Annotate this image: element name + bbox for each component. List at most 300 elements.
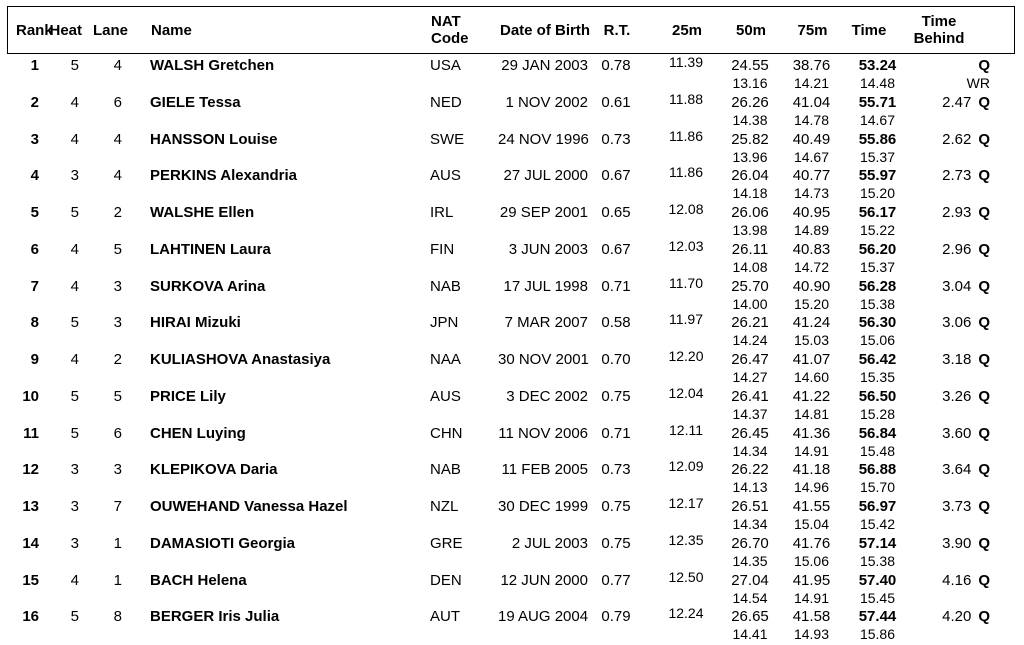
result-row — [7, 313, 1017, 350]
final-time-cell — [843, 203, 912, 240]
nat-code-cell — [425, 607, 498, 644]
split-50m-value: 26.41 — [731, 387, 769, 405]
split-25m-value: 12.09 — [668, 458, 704, 475]
final-time-value: 55.86 — [858, 130, 897, 148]
lap-75m-value: 14.72 — [793, 258, 830, 275]
final-time-cell — [843, 424, 912, 461]
split-75m-value: 41.07 — [792, 351, 831, 368]
heat-cell — [45, 424, 83, 461]
lap-50m-value: 14.08 — [732, 258, 768, 275]
final-time-value: 53.24 — [858, 57, 897, 74]
heat-value: 5 — [70, 608, 79, 626]
record-flag — [912, 112, 990, 130]
reaction-time-cell — [590, 497, 652, 534]
swimmer-name: LAHTINEN Laura — [150, 240, 271, 258]
nat-code-cell — [425, 130, 498, 167]
nat-code-cell — [425, 203, 498, 240]
result-row — [7, 384, 1017, 424]
rank-value: 7 — [30, 277, 39, 295]
date-of-birth-value: 29 SEP 2001 — [499, 204, 588, 221]
rank-value: 6 — [30, 240, 39, 258]
rank-cell — [7, 56, 45, 93]
nat-code-value: JPN — [430, 314, 459, 332]
reaction-time-value: 0.71 — [601, 277, 631, 295]
swimmer-name: BACH Helena — [150, 571, 247, 589]
date-of-birth-cell — [498, 130, 590, 167]
swimmer-name: KLEPIKOVA Daria — [150, 461, 278, 479]
date-of-birth-cell — [498, 93, 590, 130]
split-25m-value: 11.86 — [669, 164, 703, 181]
swimmer-name: WALSHE Ellen — [150, 204, 255, 221]
rank-value: 10 — [22, 387, 39, 405]
result-row — [7, 90, 1017, 130]
name-cell — [128, 571, 425, 608]
lane-cell — [83, 130, 128, 167]
time-behind-value: 2.62 — [942, 130, 972, 148]
lap-100m-value: 14.48 — [859, 75, 896, 91]
lap-100m-value: 15.45 — [859, 589, 896, 606]
record-flag — [912, 516, 990, 534]
heat-cell — [45, 277, 83, 314]
split-75m-value: 41.95 — [792, 571, 831, 589]
nat-code-value: AUS — [430, 167, 461, 185]
name-cell — [128, 387, 425, 424]
lap-75m-value: 15.20 — [793, 295, 830, 312]
date-of-birth-cell — [498, 277, 590, 314]
date-of-birth-value: 7 MAR 2007 — [504, 314, 588, 332]
record-flag — [912, 406, 990, 424]
qualified-flag: Q — [978, 461, 990, 479]
time-behind-cell — [912, 240, 1012, 277]
lap-75m-value: 14.96 — [793, 479, 830, 496]
record-flag — [912, 332, 990, 350]
lap-75m-value: 15.04 — [793, 516, 830, 532]
time-behind-value: 2.93 — [942, 204, 972, 221]
split-25m-value: 11.39 — [669, 54, 703, 70]
rank-cell — [7, 387, 45, 424]
split-50m-value: 26.11 — [731, 240, 769, 258]
rank-cell — [7, 277, 45, 314]
rank-cell — [7, 130, 45, 167]
final-time-value: 56.28 — [858, 277, 897, 295]
lap-50m-value: 14.37 — [732, 405, 768, 422]
split-25m-cell — [652, 237, 720, 277]
date-of-birth-cell — [498, 240, 590, 277]
time-behind-cell — [912, 56, 1012, 93]
split-50m-cell — [720, 203, 780, 240]
result-row — [7, 460, 1017, 497]
lane-cell — [83, 313, 128, 350]
lane-value: 4 — [113, 130, 122, 148]
rank-value: 16 — [22, 608, 39, 626]
date-of-birth-value: 30 NOV 2001 — [498, 351, 589, 368]
header-name: Name — [151, 21, 192, 39]
record-flag — [912, 553, 990, 571]
name-cell — [128, 497, 425, 534]
lane-value: 2 — [113, 204, 122, 221]
split-25m-value: 11.88 — [669, 90, 703, 107]
time-behind-cell — [912, 93, 1012, 130]
time-behind-cell — [912, 203, 1012, 240]
split-75m-value: 41.58 — [792, 608, 831, 626]
heat-cell — [45, 534, 83, 571]
split-50m-cell — [720, 277, 780, 314]
record-flag — [912, 259, 990, 277]
header-50m: 50m — [735, 21, 767, 39]
rank-cell — [7, 424, 45, 461]
time-behind-value: 4.16 — [942, 571, 972, 589]
final-time-value: 56.17 — [858, 204, 897, 221]
nat-code-value: USA — [430, 57, 461, 74]
final-time-value: 56.97 — [858, 498, 897, 515]
time-behind-cell — [912, 313, 1012, 350]
header-75m: 75m — [797, 21, 828, 39]
reaction-time-cell — [590, 56, 652, 93]
lane-value: 1 — [113, 571, 122, 589]
split-75m-value: 40.95 — [792, 204, 831, 221]
split-25m-cell — [652, 90, 720, 130]
final-time-value: 56.50 — [858, 387, 897, 405]
header-time-behind-line1: Time — [921, 13, 957, 30]
split-25m-cell — [652, 497, 720, 534]
rank-cell — [7, 203, 45, 240]
split-75m-value: 41.18 — [792, 461, 831, 479]
split-25m-value: 12.04 — [668, 384, 704, 401]
split-25m-cell — [652, 607, 720, 644]
reaction-time-cell — [590, 571, 652, 608]
qualified-flag: Q — [978, 277, 990, 295]
lap-50m-value: 14.24 — [732, 332, 768, 349]
date-of-birth-value: 29 JAN 2003 — [501, 57, 588, 74]
record-flag — [912, 479, 990, 497]
result-row — [7, 531, 1017, 571]
qualified-flag: Q — [978, 351, 990, 368]
nat-code-cell — [425, 313, 498, 350]
header-time-behind — [913, 13, 1013, 47]
heat-value: 4 — [70, 240, 79, 258]
rank-cell — [7, 571, 45, 608]
lap-75m-value: 14.21 — [793, 75, 830, 91]
reaction-time-cell — [590, 240, 652, 277]
date-of-birth-value: 24 NOV 1996 — [498, 130, 589, 148]
lap-75m-value: 14.73 — [793, 185, 830, 202]
time-behind-value: 3.04 — [942, 277, 972, 295]
final-time-cell — [843, 607, 912, 644]
split-25m-value: 11.86 — [669, 127, 703, 144]
lane-cell — [83, 424, 128, 461]
lap-50m-value: 14.35 — [732, 552, 768, 569]
heat-value: 4 — [70, 571, 79, 589]
result-row — [7, 421, 1017, 461]
date-of-birth-cell — [498, 203, 590, 240]
swimmer-name: GIELE Tessa — [150, 93, 241, 111]
date-of-birth-cell — [498, 56, 590, 93]
split-50m-cell — [720, 313, 780, 350]
rank-value: 3 — [30, 130, 39, 148]
split-50m-value: 27.04 — [731, 571, 769, 589]
time-behind-cell — [912, 130, 1012, 167]
lane-cell — [83, 387, 128, 424]
record-flag — [912, 296, 990, 314]
time-behind-value: 2.73 — [942, 167, 972, 185]
lane-cell — [83, 571, 128, 608]
rank-value: 11 — [23, 424, 39, 442]
time-behind-cell — [912, 607, 1012, 644]
time-behind-cell — [912, 166, 1012, 203]
lap-50m-value: 14.54 — [732, 589, 768, 606]
reaction-time-cell — [590, 203, 652, 240]
lap-50m-value: 14.34 — [732, 442, 768, 459]
reaction-time-value: 0.70 — [601, 351, 631, 368]
date-of-birth-value: 17 JUL 1998 — [503, 277, 588, 295]
nat-code-cell — [425, 56, 498, 93]
swimmer-name: CHEN Luying — [150, 424, 246, 442]
name-cell — [128, 130, 425, 167]
split-75m-cell — [780, 130, 843, 167]
date-of-birth-value: 27 JUL 2000 — [503, 167, 588, 185]
name-cell — [128, 93, 425, 130]
nat-code-value: NAB — [430, 461, 461, 479]
reaction-time-cell — [590, 350, 652, 387]
lane-value: 3 — [113, 277, 122, 295]
split-75m-cell — [780, 56, 843, 93]
split-50m-value: 26.70 — [731, 534, 769, 552]
date-of-birth-cell — [498, 313, 590, 350]
nat-code-value: NED — [430, 93, 462, 111]
lane-cell — [83, 497, 128, 534]
lane-cell — [83, 203, 128, 240]
split-75m-cell — [780, 571, 843, 608]
split-50m-value: 24.55 — [731, 57, 769, 74]
reaction-time-value: 0.79 — [601, 608, 631, 626]
header-time-behind-line2: Behind — [913, 30, 965, 47]
split-50m-value: 26.47 — [731, 351, 769, 368]
header-nat-line1: NAT — [431, 13, 461, 30]
date-of-birth-value: 30 DEC 1999 — [498, 498, 589, 515]
split-75m-cell — [780, 313, 843, 350]
split-75m-value: 40.90 — [792, 277, 831, 295]
lap-100m-value: 15.38 — [859, 552, 896, 569]
record-flag — [912, 443, 990, 461]
split-25m-cell — [652, 274, 720, 314]
time-behind-cell — [912, 460, 1012, 497]
rank-value: 5 — [30, 204, 39, 221]
split-50m-cell — [720, 571, 780, 608]
final-time-value: 57.14 — [858, 534, 897, 552]
split-50m-value: 26.21 — [731, 314, 769, 332]
lane-cell — [83, 240, 128, 277]
split-25m-value: 12.24 — [668, 605, 704, 622]
date-of-birth-value: 19 AUG 2004 — [498, 608, 589, 626]
rank-cell — [7, 607, 45, 644]
swimmer-name: DAMASIOTI Georgia — [150, 534, 296, 552]
time-behind-value: 3.60 — [942, 424, 972, 442]
split-75m-value: 41.36 — [792, 424, 831, 442]
split-50m-cell — [720, 497, 780, 534]
reaction-time-cell — [590, 130, 652, 167]
split-75m-cell — [780, 460, 843, 497]
lap-100m-value: 15.22 — [859, 222, 896, 238]
split-25m-value: 12.35 — [668, 531, 704, 548]
lane-value: 1 — [113, 534, 122, 552]
lane-cell — [83, 166, 128, 203]
split-25m-cell — [652, 421, 720, 461]
rank-value: 4 — [30, 167, 39, 185]
reaction-time-cell — [590, 424, 652, 461]
date-of-birth-cell — [498, 387, 590, 424]
split-75m-value: 41.55 — [792, 498, 831, 515]
qualified-flag: Q — [978, 240, 990, 258]
heat-cell — [45, 56, 83, 93]
date-of-birth-cell — [498, 534, 590, 571]
heat-cell — [45, 460, 83, 497]
lap-50m-value: 14.00 — [732, 295, 768, 312]
swimmer-name: BERGER Iris Julia — [150, 608, 280, 626]
lap-50m-value: 13.16 — [732, 75, 768, 91]
qualified-flag: Q — [978, 571, 990, 589]
time-behind-value: 2.47 — [942, 93, 972, 111]
split-75m-value: 40.83 — [792, 240, 831, 258]
name-cell — [128, 607, 425, 644]
split-25m-cell — [652, 384, 720, 424]
rank-value: 12 — [22, 461, 39, 479]
swimmer-name: SURKOVA Arina — [150, 277, 266, 295]
heat-cell — [45, 166, 83, 203]
header-nat-line2: Code — [431, 30, 469, 47]
nat-code-cell — [425, 497, 498, 534]
lap-75m-value: 15.03 — [793, 332, 830, 349]
result-row — [7, 203, 1017, 240]
lane-cell — [83, 350, 128, 387]
final-time-value: 57.44 — [858, 608, 897, 626]
nat-code-cell — [425, 571, 498, 608]
rank-value: 15 — [22, 571, 39, 589]
date-of-birth-cell — [498, 571, 590, 608]
result-row — [7, 607, 1017, 644]
lane-value: 5 — [113, 240, 122, 258]
heat-cell — [45, 350, 83, 387]
record-flag — [912, 369, 990, 387]
header-reaction-time: R.T. — [603, 21, 631, 39]
table-header — [7, 6, 1015, 54]
swimmer-name: KULIASHOVA Anastasiya — [150, 351, 331, 368]
result-row — [7, 166, 1017, 203]
rank-cell — [7, 240, 45, 277]
nat-code-value: IRL — [430, 204, 454, 221]
reaction-time-value: 0.67 — [601, 240, 631, 258]
nat-code-cell — [425, 350, 498, 387]
final-time-value: 56.20 — [858, 240, 897, 258]
nat-code-cell — [425, 240, 498, 277]
split-75m-value: 41.04 — [792, 93, 831, 111]
split-75m-cell — [780, 240, 843, 277]
reaction-time-cell — [590, 93, 652, 130]
heat-cell — [45, 607, 83, 644]
time-behind-cell — [912, 387, 1012, 424]
split-50m-cell — [720, 424, 780, 461]
heat-value: 3 — [70, 534, 79, 552]
date-of-birth-value: 11 FEB 2005 — [501, 461, 588, 479]
nat-code-value: AUT — [430, 608, 460, 626]
split-75m-cell — [780, 277, 843, 314]
split-50m-value: 26.06 — [731, 204, 769, 221]
split-25m-cell — [652, 127, 720, 167]
split-25m-value: 11.97 — [669, 311, 703, 328]
lap-100m-value: 15.37 — [859, 148, 896, 165]
rank-cell — [7, 497, 45, 534]
date-of-birth-cell — [498, 166, 590, 203]
reaction-time-cell — [590, 460, 652, 497]
nat-code-value: DEN — [430, 571, 462, 589]
final-time-value: 56.84 — [858, 424, 897, 442]
lap-75m-value: 14.91 — [793, 589, 830, 606]
lane-cell — [83, 277, 128, 314]
final-time-value: 56.42 — [858, 351, 897, 368]
lane-cell — [83, 460, 128, 497]
time-behind-value: 3.90 — [942, 534, 972, 552]
name-cell — [128, 203, 425, 240]
heat-cell — [45, 387, 83, 424]
split-75m-cell — [780, 387, 843, 424]
lap-100m-value: 15.35 — [859, 369, 896, 385]
header-lane: Lane — [92, 21, 128, 39]
split-50m-value: 26.45 — [731, 424, 769, 442]
split-50m-cell — [720, 607, 780, 644]
result-row — [7, 568, 1017, 608]
reaction-time-cell — [590, 313, 652, 350]
header-nat-code — [426, 13, 499, 47]
split-50m-cell — [720, 240, 780, 277]
lap-75m-value: 15.06 — [793, 552, 830, 569]
qualified-flag: Q — [978, 93, 990, 111]
heat-cell — [45, 240, 83, 277]
split-75m-cell — [780, 424, 843, 461]
split-25m-cell — [652, 460, 720, 497]
lane-value: 4 — [113, 167, 122, 185]
nat-code-value: FIN — [430, 240, 455, 258]
lap-100m-value: 15.70 — [859, 479, 896, 496]
swimmer-name: PERKINS Alexandria — [150, 167, 297, 185]
header-time: Time — [851, 21, 887, 39]
qualified-flag: Q — [978, 57, 990, 74]
heat-value: 5 — [70, 204, 79, 221]
date-of-birth-value: 2 JUL 2003 — [511, 534, 588, 552]
reaction-time-value: 0.65 — [601, 204, 631, 221]
lap-75m-value: 14.93 — [793, 626, 830, 643]
split-25m-cell — [652, 313, 720, 350]
reaction-time-value: 0.71 — [601, 424, 631, 442]
split-50m-cell — [720, 56, 780, 93]
lane-cell — [83, 607, 128, 644]
lane-cell — [83, 93, 128, 130]
split-25m-value: 12.11 — [669, 421, 703, 438]
date-of-birth-value: 3 JUN 2003 — [508, 240, 588, 258]
rank-value: 9 — [30, 351, 39, 368]
lane-value: 7 — [113, 498, 122, 515]
nat-code-cell — [425, 93, 498, 130]
reaction-time-value: 0.75 — [601, 498, 631, 515]
final-time-value: 55.71 — [858, 93, 897, 111]
record-flag: WR — [966, 75, 990, 91]
lap-100m-value: 15.38 — [859, 295, 896, 312]
date-of-birth-cell — [498, 460, 590, 497]
nat-code-cell — [425, 277, 498, 314]
nat-code-cell — [425, 460, 498, 497]
reaction-time-cell — [590, 387, 652, 424]
rank-cell — [7, 460, 45, 497]
result-row — [7, 237, 1017, 277]
nat-code-value: NAB — [430, 277, 461, 295]
